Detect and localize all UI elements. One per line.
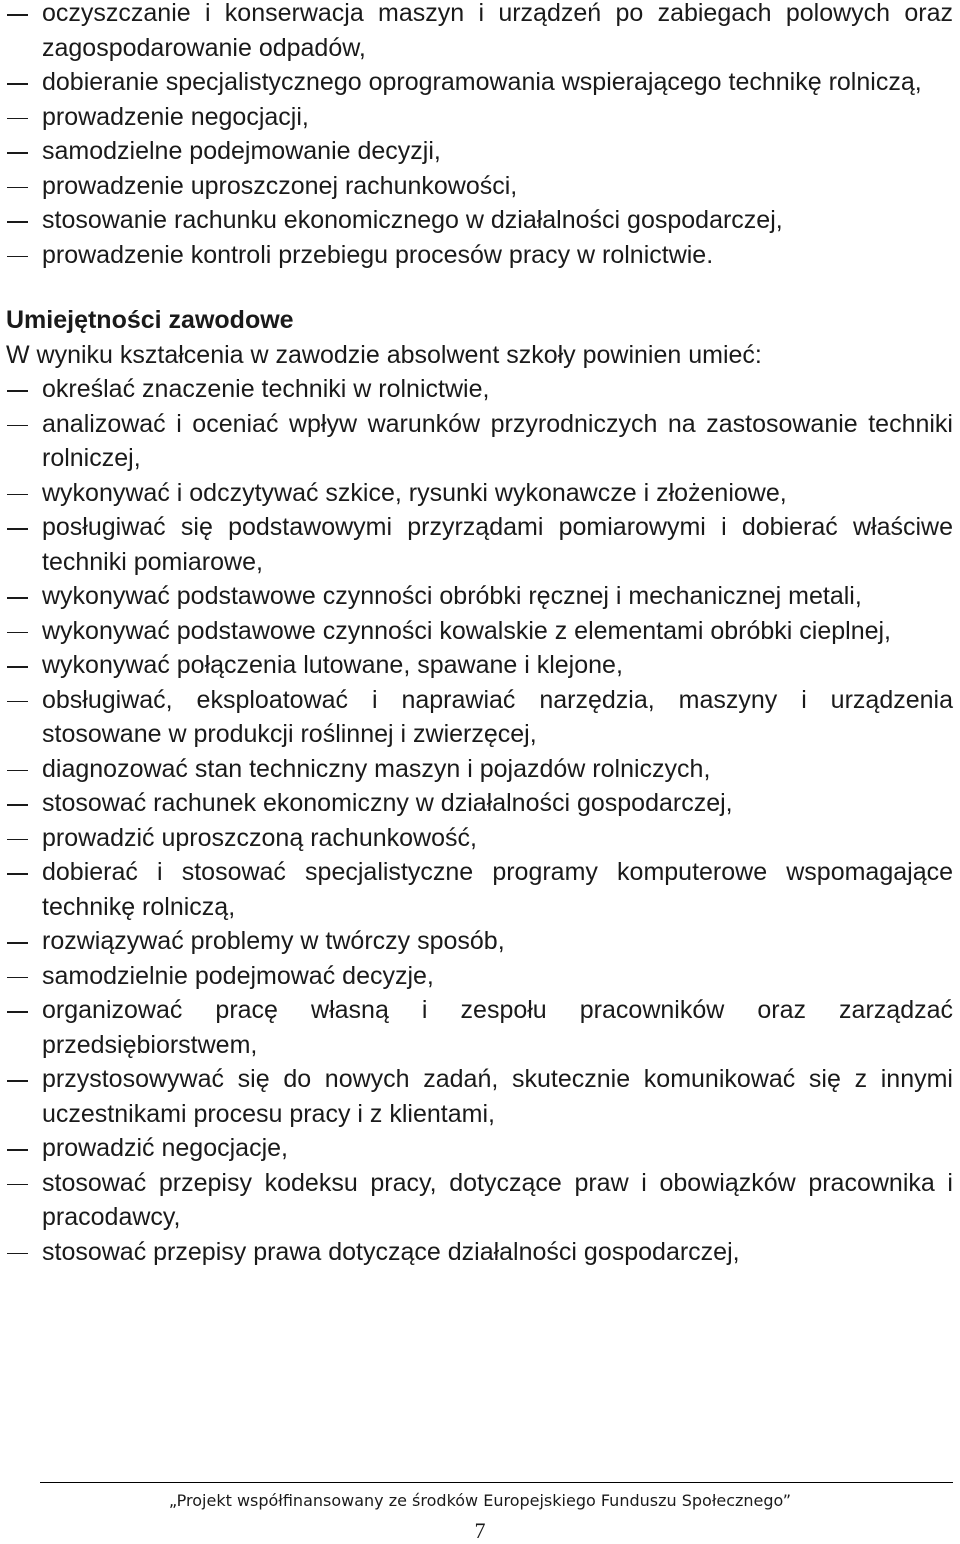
list-item: [6, 786, 953, 821]
list-item: [6, 924, 953, 959]
list-item-text: stosować przepisy kodeksu pracy, dotyczące praw i obowiązków pracownika i pracodawcy,: [42, 1168, 953, 1231]
list-item-text: stosować rachunek ekonomiczny w działalności gospodarczej,: [42, 789, 733, 817]
list-item: [6, 476, 953, 511]
footer-text: „Projekt współfinansowany ze środków Europejskiego Funduszu Społecznego”: [168, 1491, 792, 1510]
list-item: [6, 203, 953, 238]
list-item-text: rozwiązywać problemy w twórczy sposób,: [42, 927, 505, 955]
list-item: [6, 169, 953, 204]
list-item: [6, 510, 953, 579]
list-item: [6, 407, 953, 476]
list-item: [6, 1235, 953, 1270]
list-item: [6, 1166, 953, 1235]
list-item-text: prowadzić uproszczoną rachunkowość,: [42, 823, 477, 852]
list-item: [6, 1062, 953, 1131]
list-item: [6, 134, 953, 169]
list-item: [6, 579, 953, 614]
list-item-text: analizować i oceniać wpływ warunków przyrodniczych na zastosowanie techniki rolniczej,: [42, 409, 953, 472]
page-number: 7: [474, 1518, 486, 1543]
list-item: [6, 1131, 953, 1166]
list-item-text: określać znaczenie techniki w rolnictwie,: [42, 375, 490, 403]
list-item-text: dobierać i stosować specjalistyczne programy komputerowe wspomagające technikę rolniczą,: [42, 858, 953, 921]
list-item-text: stosowanie rachunku ekonomicznego w działalności gospodarczej,: [42, 206, 783, 234]
list-item-text: wykonywać i odczytywać szkice, rysunki wykonawcze i złożeniowe,: [42, 478, 787, 507]
list-item: [6, 648, 953, 683]
list-item-text: samodzielne podejmowanie decyzji,: [42, 137, 441, 165]
list-item-text: posługiwać się podstawowymi przyrządami pomiarowymi i dobierać właściwe techniki pomiarowe,: [42, 513, 953, 576]
list-item: [6, 65, 953, 100]
list-item-text: wykonywać podstawowe czynności kowalskie z elementami obróbki cieplnej,: [42, 616, 891, 645]
footer-divider: [40, 1482, 953, 1483]
skills-list: [6, 372, 953, 1269]
list-item-text: wykonywać połączenia lutowane, spawane i klejone,: [42, 651, 623, 679]
list-item-text: stosować przepisy prawa dotyczące działalności gospodarczej,: [42, 1237, 740, 1266]
section-intro: W wyniku kształcenia w zawodzie absolwent szkoły powinien umieć:: [6, 340, 762, 369]
list-item: [6, 0, 953, 65]
list-item-text: dobieranie specjalistycznego oprogramowania wspierającego technikę rolniczą,: [42, 68, 922, 96]
list-item-text: przystosowywać się do nowych zadań, skutecznie komunikować się z innymi uczestnikami procesu pracy i z klientami,: [42, 1065, 953, 1128]
list-item: [6, 821, 953, 856]
list-item-text: prowadzenie kontroli przebiegu procesów pracy w rolnictwie.: [42, 240, 714, 269]
list-item: [6, 959, 953, 994]
list-item-text: obsługiwać, eksploatować i naprawiać narzędzia, maszyny i urządzenia stosowane w produkcji roślinnej i zwierzęcej,: [42, 685, 953, 748]
list-item: [6, 238, 953, 273]
list-item-text: wykonywać podstawowe czynności obróbki ręcznej i mechanicznej metali,: [42, 582, 862, 610]
list-item-text: organizować pracę własną i zespołu pracowników oraz zarządzać przedsiębiorstwem,: [42, 996, 953, 1059]
list-item-text: samodzielnie podejmować decyzje,: [42, 961, 434, 990]
list-item-text: prowadzić negocjacje,: [42, 1134, 288, 1162]
list-item-text: diagnozować stan techniczny maszyn i pojazdów rolniczych,: [42, 754, 711, 783]
competence-list-top: [6, 0, 953, 272]
list-item-text: prowadzenie uproszczonej rachunkowości,: [42, 171, 518, 200]
list-item: [6, 855, 953, 924]
list-item: [6, 100, 953, 135]
list-item: [6, 372, 953, 407]
list-item-text: oczyszczanie i konserwacja maszyn i urządzeń po zabiegach polowych oraz zagospodarowanie odpadów,: [42, 0, 953, 62]
document-body: [6, 0, 953, 1269]
list-item: [6, 614, 953, 649]
list-item-text: prowadzenie negocjacji,: [42, 102, 309, 131]
list-item: [6, 683, 953, 752]
list-item: [6, 993, 953, 1062]
section-heading: Umiejętności zawodowe: [6, 306, 294, 334]
list-item: [6, 752, 953, 787]
